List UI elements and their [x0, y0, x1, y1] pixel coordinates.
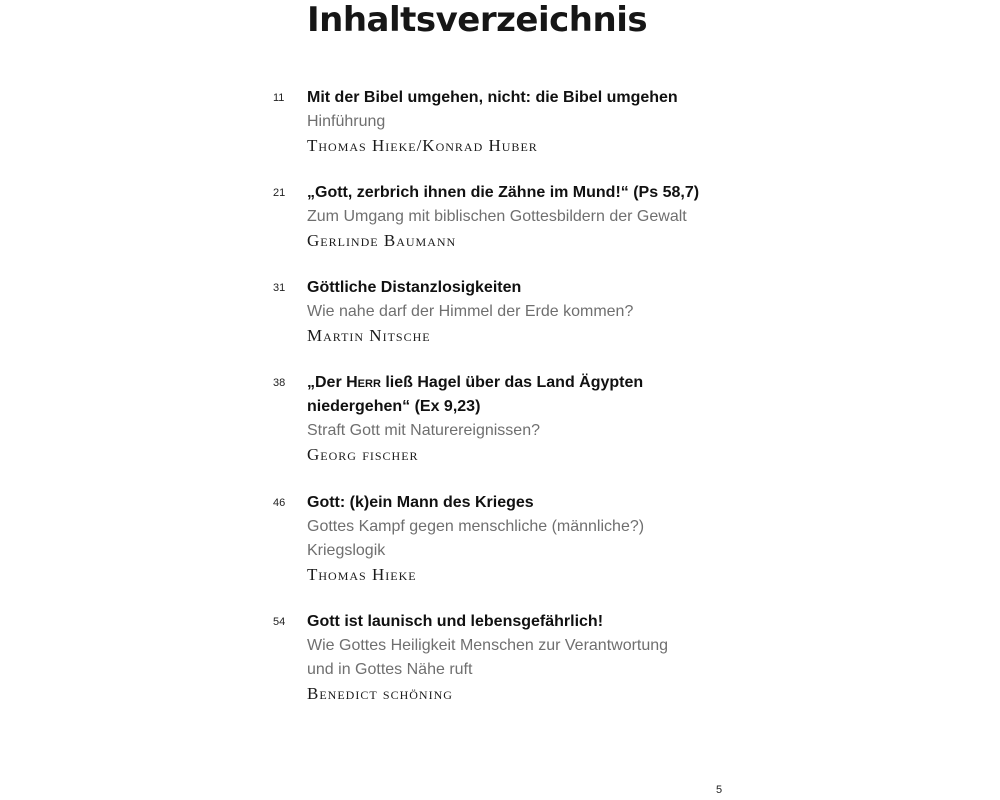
entry-title: Gott: (k)ein Mann des Krieges	[307, 494, 534, 511]
entry-title-continued: niedergehen“ (Ex 9,23)	[307, 398, 481, 415]
entry-text	[307, 276, 727, 348]
entry-subtitle: Gottes Kampf gegen menschliche (männliche?)	[307, 518, 645, 535]
entry-title-part: „Der	[307, 374, 347, 391]
entry-page-number: 21	[273, 187, 286, 199]
entry-page-number: 38	[273, 377, 286, 389]
page-number: 5	[716, 784, 723, 796]
entry-page-number: 31	[273, 282, 286, 294]
entry-subtitle: Hinführung	[307, 113, 386, 130]
entry-text	[307, 491, 727, 587]
entry-author: Benedict schöning	[307, 684, 453, 703]
entry-page-number: 46	[273, 497, 286, 509]
entry-page-number: 54	[273, 616, 286, 628]
entry-author: Thomas Hieke/Konrad Huber	[307, 136, 538, 155]
entry-title: Gott ist launisch und lebensgefährlich!	[307, 613, 604, 630]
entry-author: Gerlinde Baumann	[307, 231, 457, 250]
entry-title: Mit der Bibel umgehen, nicht: die Bibel umgehen	[307, 89, 678, 106]
entry-subtitle: Zum Umgang mit biblischen Gottesbildern der Gewalt	[307, 208, 687, 225]
entry-title	[307, 371, 727, 395]
entry-text	[307, 610, 727, 706]
entry-author: Georg fischer	[307, 445, 419, 464]
entry-subtitle: Wie nahe darf der Himmel der Erde kommen?	[307, 303, 634, 320]
entry-text	[307, 181, 727, 253]
entry-subtitle-continued: und in Gottes Nähe ruft	[307, 661, 473, 678]
entry-author: Martin Nitsche	[307, 326, 431, 345]
entry-author: Thomas Hieke	[307, 565, 417, 584]
entry-text	[307, 371, 727, 467]
entry-subtitle: Straft Gott mit Naturereignissen?	[307, 422, 540, 439]
entry-title-part: ließ Hagel über das Land Ägypten	[380, 374, 644, 391]
entry-page-number: 11	[273, 92, 285, 104]
entry-title: Göttliche Distanzlosigkeiten	[307, 279, 522, 296]
entry-text	[307, 86, 727, 158]
entry-subtitle-continued: Kriegslogik	[307, 542, 386, 559]
entry-title: „Gott, zerbrich ihnen die Zähne im Mund!“ (Ps 58,7)	[307, 184, 700, 201]
entry-subtitle: Wie Gottes Heiligkeit Menschen zur Verantwortung	[307, 637, 669, 654]
entry-title-smallcaps: Herr	[346, 374, 381, 391]
page-title: Inhaltsverzeichnis	[307, 0, 648, 40]
